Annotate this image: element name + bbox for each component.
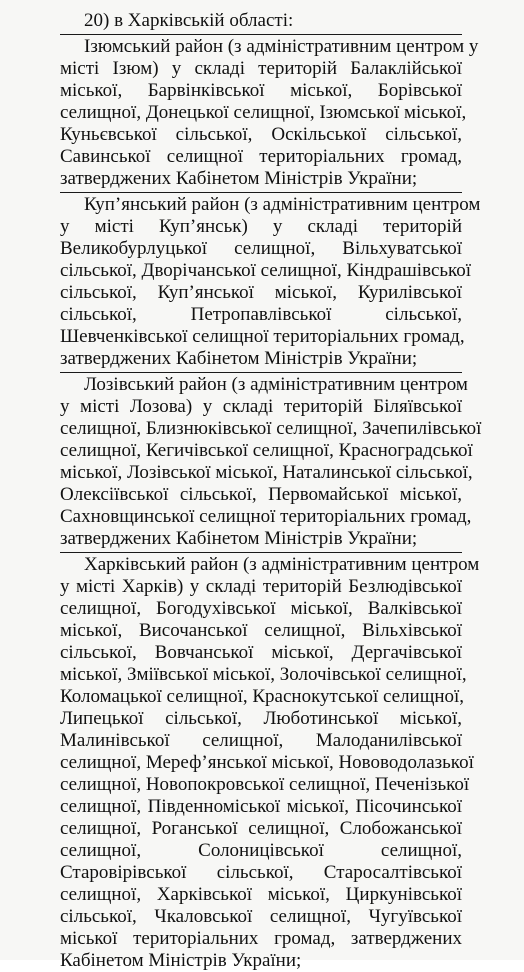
paragraph-line: Ізюмський район (з адміністративним центром у (84, 36, 479, 57)
paragraph-line: Куп’янський район (з адміністративним центром (84, 194, 481, 215)
paragraph-line: Липецької сільської, Люботинської міської, (60, 708, 462, 729)
paragraph-line: Сахновщинської селищної територіальних громад, (60, 506, 472, 527)
district-sections (60, 34, 482, 972)
district-paragraph (60, 194, 481, 370)
paragraph-line: селищної, Близнюківської селищної, Зачепилівської (60, 418, 482, 439)
paragraph-line: Коломацької селищної, Краснокутської селищної, (60, 686, 465, 707)
paragraph-line: Кабінетом Міністрів України; (60, 950, 302, 971)
paragraph-line: Олексіївської сільської, Первомайської міської, (60, 484, 462, 505)
paragraph-line: сільської, Дворічанської селищної, Кіндрашівської (60, 260, 472, 281)
paragraph-line: міської, Лозівської міської, Наталинської сільської, (60, 462, 473, 483)
document-body (60, 10, 482, 972)
paragraph-line: сільської, Куп’янської міської, Курилівської (60, 282, 462, 303)
paragraph-line: міської, Височанської селищної, Вільхівської (60, 620, 462, 641)
district-paragraph (60, 554, 480, 972)
district-section (60, 34, 479, 190)
paragraph-line: селищної, Новопокровської селищної, Печенізької (60, 774, 470, 795)
paragraph-line: у місті Куп’янськ) у складі територій (60, 216, 462, 237)
paragraph-line: Малинівської селищної, Малоданилівської (60, 730, 462, 751)
paragraph-line: міської, Барвінківської міської, Борівської (60, 80, 462, 101)
paragraph-line: сільської, Чкаловської селищної, Чугуївської (60, 906, 462, 927)
paragraph-line: сільської, Петропавлівської сільської, (60, 304, 462, 325)
paragraph-line: затверджених Кабінетом Міністрів України; (60, 168, 418, 189)
district-paragraph (60, 374, 482, 550)
paragraph-line: селищної, Солоницівської селищної, (60, 840, 462, 861)
paragraph-line: затверджених Кабінетом Міністрів України; (60, 348, 418, 369)
paragraph-line: Лозівський район (з адміністративним центром (84, 374, 468, 395)
paragraph-line: затверджених Кабінетом Міністрів України; (60, 528, 418, 549)
paragraph-line: у місті Лозова) у складі територій Біляївської (60, 396, 462, 417)
paragraph-line: Великобурлуцької селищної, Вільхуватської (60, 238, 462, 259)
paragraph-line: селищної, Харківської міської, Циркунівської (60, 884, 462, 905)
paragraph-line: у місті Харків) у складі територій Безлюдівської (60, 576, 462, 597)
paragraph-line: міської, Зміївської міської, Золочівської селищної, (60, 664, 467, 685)
district-section (60, 552, 480, 972)
paragraph-line: селищної, Богодухівської міської, Валківської (60, 598, 462, 619)
paragraph-line: селищної, Донецької селищної, Ізюмської міської, (60, 102, 467, 123)
district-paragraph (60, 36, 479, 190)
paragraph-line: селищної, Роганської селищної, Слобожанської (60, 818, 462, 839)
paragraph-line: сільської, Вовчанської міської, Дергачівської (60, 642, 462, 663)
paragraph-line: селищної, Південноміської міської, Пісочинської (60, 796, 462, 817)
paragraph-line: селищної, Кегичівської селищної, Красноградської (60, 440, 473, 461)
list-item-heading: 20) в Харківській області: (84, 10, 294, 31)
paragraph-line: Савинської селищної територіальних громад, (60, 146, 462, 167)
paragraph-line: Харківський район (з адміністративним центром (84, 554, 480, 575)
paragraph-line: міської територіальних громад, затверджених (60, 928, 462, 949)
district-section (60, 372, 482, 550)
paragraph-line: селищної, Мереф’янської міської, Нововодолазької (60, 752, 474, 773)
paragraph-line: Старовірівської сільської, Старосалтівської (60, 862, 462, 883)
paragraph-line: Шевченківської селищної територіальних громад, (60, 326, 465, 347)
district-section (60, 192, 481, 370)
paragraph-line: Куньєвської сільської, Оскільської сільської, (60, 124, 462, 145)
paragraph-line: місті Ізюм) у складі територій Балаклійської (60, 58, 462, 79)
